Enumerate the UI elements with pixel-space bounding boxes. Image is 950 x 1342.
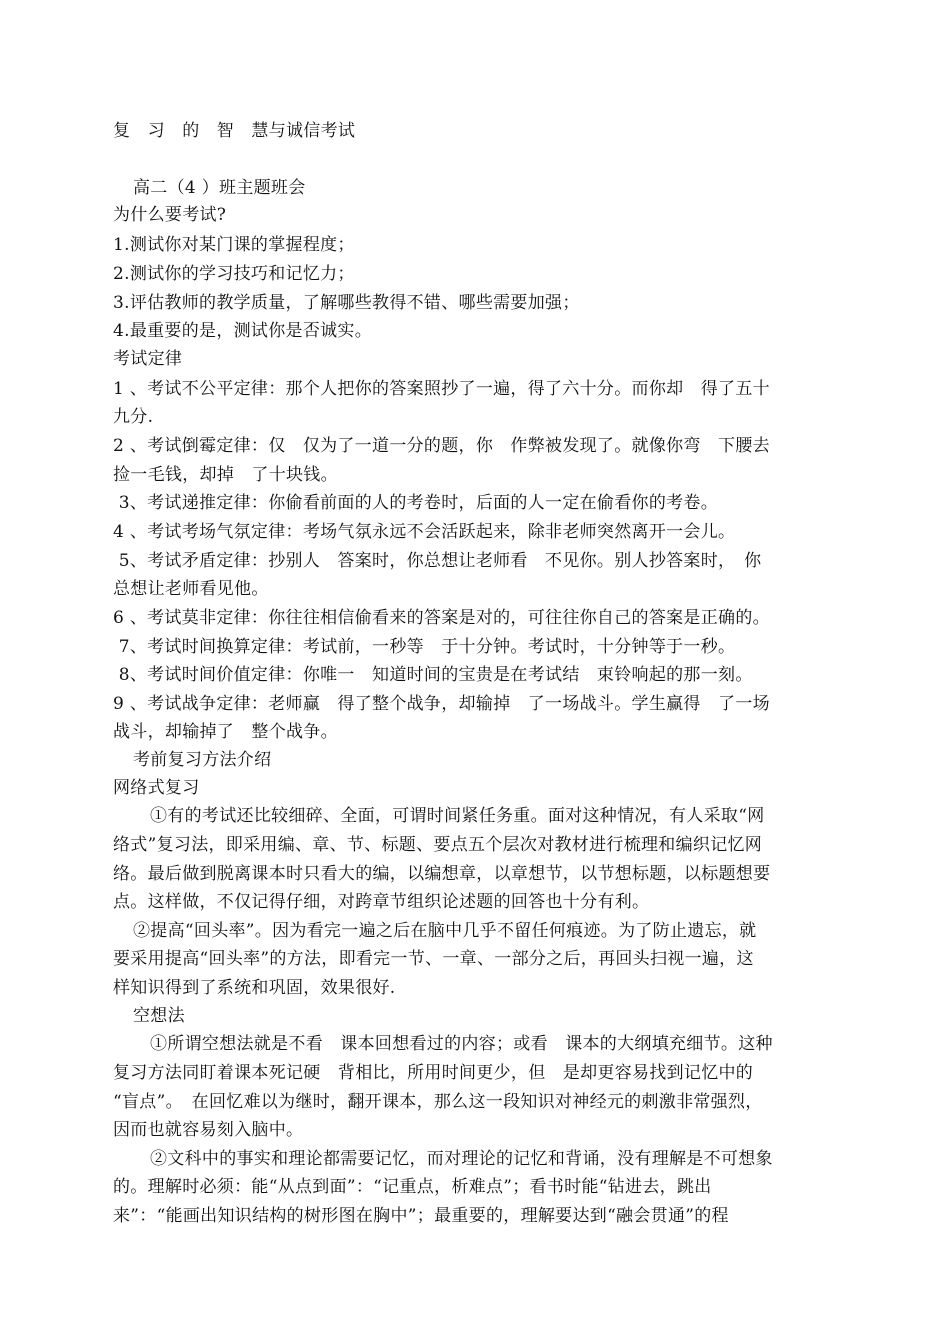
section-heading-imagine: 空想法: [133, 1006, 185, 1026]
list-item: 1.测试你对某门课的掌握程度；: [113, 235, 355, 255]
law-line: 4 、考试考场气氛定律：考场气氛永远不会活跃起来，除非老师突然离开一会儿。: [113, 522, 736, 542]
law-line: 9 、考试战争定律：老师赢 得了整个战争，却输掉 了一场战斗。学生赢得 了一场: [113, 694, 770, 714]
section-heading-network: 网络式复习: [113, 778, 200, 798]
paragraph-line: 样知识得到了系统和巩固，效果很好.: [113, 978, 396, 998]
section-heading-methods: 考前复习方法介绍: [133, 750, 272, 770]
paragraph-line: 络式”复习法，即采用编、章、节、标题、要点五个层次对教材进行梳理和编织记忆网: [113, 835, 763, 855]
paragraph-line: ②文科中的事实和理论都需要记忆，而对理论的记忆和背诵，没有理解是不可想象: [150, 1149, 773, 1169]
law-line: 总想让老师看见他。: [113, 579, 269, 599]
law-line: 捡一毛钱，却掉 了十块钱。: [113, 465, 338, 485]
law-line: 5、考试矛盾定律：抄别人 答案时，你总想让老师看 不见你。别人抄答案时， 你: [113, 551, 762, 571]
section-heading-why-exam: 为什么要考试?: [113, 205, 227, 225]
law-line: 8、考试时间价值定律：你唯一 知道时间的宝贵是在考试结 束铃响起的那一刻。: [113, 665, 753, 685]
paragraph-line: 的。理解时必须：能“从点到面”：“记重点，析难点”；看书时能“钻进去，跳出: [113, 1177, 712, 1197]
paragraph-line: 因而也就容易刻入脑中。: [113, 1120, 304, 1140]
paragraph-line: 来”：“能画出知识结构的树形图在胸中”；最重要的，理解要达到“融会贯通”的程: [113, 1206, 729, 1226]
list-item: 4.最重要的是，测试你是否诚实。: [113, 321, 373, 341]
paragraph-line: ①所谓空想法就是不看 课本回想看过的内容；或看 课本的大纲填充细节。这种: [150, 1034, 773, 1054]
paragraph-line: 要采用提高“回头率”的方法，即看完一节、一章、一部分之后，再回头扫视一遍，这: [113, 949, 754, 969]
section-heading-laws: 考试定律: [113, 349, 183, 369]
page-title: 复 习 的 智 慧与诚信考试: [113, 121, 356, 141]
paragraph-line: 点。这样做，不仅记得仔细，对跨章节组织论述题的回答也十分有利。: [113, 892, 650, 912]
list-item: 2.测试你的学习技巧和记忆力；: [113, 264, 355, 284]
paragraph-line: 复习方法同盯着课本死记硬 背相比，所用时间更少，但 是却更容易找到记忆中的: [113, 1063, 754, 1083]
law-line: 3、考试递推定律：你偷看前面的人的考卷时，后面的人一定在偷看你的考卷。: [113, 493, 719, 513]
law-line: 2 、考试倒霉定律：仅 仅为了一道一分的题，你 作弊被发现了。就像你弯 下腰去: [113, 436, 770, 456]
law-line: 战斗，却输掉了 整个战争。: [113, 722, 338, 742]
paragraph-line: ①有的考试还比较细碎、全面，可谓时间紧任务重。面对这种情况，有人采取“网: [150, 806, 765, 826]
law-line: 九分.: [113, 407, 154, 427]
list-item: 3.评估教师的教学质量，了解哪些教得不错、哪些需要加强；: [113, 293, 580, 313]
paragraph-line: ②提高“回头率”。因为看完一遍之后在脑中几乎不留任何痕迹。为了防止遗忘，就: [133, 921, 757, 941]
paragraph-line: “盲点”。 在回忆难以为继时，翻开课本，那么这一段知识对神经元的刺激非常强烈，: [113, 1092, 763, 1112]
law-line: 1 、考试不公平定律：那个人把你的答案照抄了一遍，得了六十分。而你却 得了五十: [113, 379, 770, 399]
page-subtitle: 高二（4 ）班主题班会: [133, 178, 306, 198]
paragraph-line: 络。最后做到脱离课本时只看大的编，以编想章，以章想节，以节想标题，以标题想要: [113, 864, 771, 884]
law-line: 6 、考试莫非定律：你往往相信偷看来的答案是对的，可往往你自己的答案是正确的。: [113, 608, 770, 628]
law-line: 7、考试时间换算定律：考试前，一秒等 于十分钟。考试时，十分钟等于一秒。: [113, 637, 736, 657]
